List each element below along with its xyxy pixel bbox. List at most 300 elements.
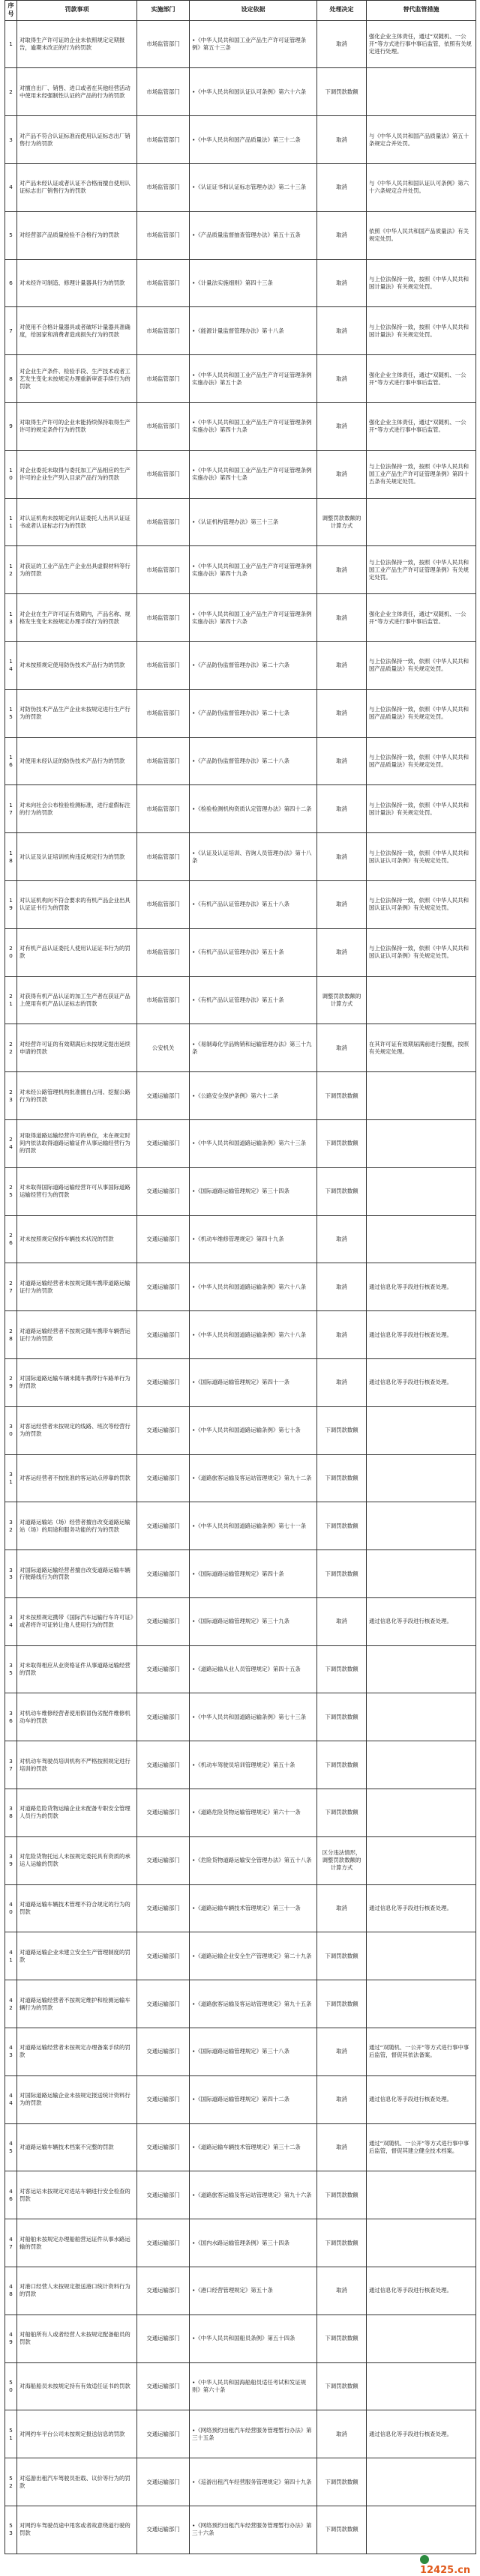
row-number: 1 <box>5 20 17 68</box>
row-measure <box>367 1406 476 1454</box>
row-dept: 交通运输部门 <box>137 1167 190 1215</box>
row-decision: 下调罚款数额 <box>317 1072 367 1120</box>
table-row <box>5 1789 476 1837</box>
row-basis: •《国际道路运输管理规定》第三十八条 <box>190 2028 317 2076</box>
header-measure: 替代监管措施 <box>367 1 476 21</box>
table-row <box>5 1215 476 1263</box>
row-item: 对道路运输站（场）经营者擅自改变道路运输站（场）的用途和服务功能的行为的罚款 <box>17 1502 137 1550</box>
row-number: 45 <box>5 2123 17 2171</box>
row-basis: •《中华人民共和国工业产品生产许可证管理条例》第五十三条 <box>190 20 317 68</box>
fines-table <box>4 0 476 2554</box>
row-number: 14 <box>5 641 17 689</box>
row-number: 8 <box>5 355 17 403</box>
row-item: 对企业生产条件、检验手段、生产技术或者工艺发生变化未按规定办理重新审查手续行为的罚款 <box>17 355 137 403</box>
row-number: 17 <box>5 785 17 833</box>
row-item: 对未按照规定携带《国际汽车运输行车许可证》或者将许可证转让他人使用行为的罚款 <box>17 1597 137 1645</box>
row-basis: •《中华人民共和国工业产品生产许可证管理条例实施办法》第四十九条 <box>190 402 317 450</box>
row-number: 40 <box>5 1884 17 1932</box>
row-number: 35 <box>5 1645 17 1693</box>
header-basis: 设定依据 <box>190 1 317 21</box>
row-basis: •《国内水路运输管理条例》第三十四条 <box>190 2219 317 2267</box>
row-decision: 下调罚款数额 <box>317 1454 367 1502</box>
row-dept: 市场监管部门 <box>137 211 190 259</box>
row-item: 对国际道路运输经营者擅自改变道路运输车辆行驶路线行为的罚款 <box>17 1550 137 1598</box>
row-decision: 取消 <box>317 2267 367 2315</box>
row-number: 12 <box>5 546 17 594</box>
row-dept: 市场监管部门 <box>137 450 190 498</box>
row-dept: 交通运输部门 <box>137 2075 190 2123</box>
row-dept: 交通运输部门 <box>137 1932 190 1980</box>
row-number: 25 <box>5 1167 17 1215</box>
row-item: 对有机产品认证委托人使用认证证书行为的罚款 <box>17 928 137 976</box>
table-row <box>5 1884 476 1932</box>
table-row <box>5 355 476 403</box>
row-dept: 交通运输部门 <box>137 1263 190 1311</box>
row-basis: •《认证证书和认证标志管理办法》第二十三条 <box>190 163 317 211</box>
row-dept: 市场监管部门 <box>137 594 190 642</box>
row-basis: •《网络预约出租汽车经营服务管理暂行办法》第三十五条 <box>190 2410 317 2458</box>
row-measure: 与上位法保持一致，按照《中华人民共和国计量法》有关规定处罚。 <box>367 307 476 355</box>
row-basis: •《网络预约出租汽车经营服务管理暂行办法》第三十六条 <box>190 2506 317 2554</box>
row-number: 28 <box>5 1311 17 1359</box>
row-basis: •《道路运输企业安全生产管理规定》第二十九条 <box>190 1932 317 1980</box>
row-item: 对未向社会公布检验检测标准，进行虚假标注的行为的罚款 <box>17 785 137 833</box>
table-row <box>5 1454 476 1502</box>
row-number: 41 <box>5 1932 17 1980</box>
row-measure <box>367 498 476 546</box>
row-basis: •《危险货物道路运输安全管理办法》第五十八条 <box>190 1836 317 1884</box>
row-dept: 市场监管部门 <box>137 402 190 450</box>
row-basis: •《机动车维修管理规定》第四十九条 <box>190 1215 317 1263</box>
table-row <box>5 641 476 689</box>
row-decision: 取消 <box>317 1311 367 1359</box>
row-measure <box>367 1072 476 1120</box>
row-decision: 下调罚款数额 <box>317 1932 367 1980</box>
row-number: 6 <box>5 259 17 307</box>
table-row <box>5 2075 476 2123</box>
row-number: 43 <box>5 2028 17 2076</box>
row-decision: 取消 <box>317 928 367 976</box>
row-number: 30 <box>5 1406 17 1454</box>
row-number: 52 <box>5 2458 17 2506</box>
header-dept: 实施部门 <box>137 1 190 21</box>
row-measure: 强化企业主体责任，通过“双随机、一公开”等方式进行事中事后监管。 <box>367 594 476 642</box>
row-item: 对未取得国际道路运输经营许可从事国际道路运输经营行为的罚款 <box>17 1167 137 1215</box>
table-row <box>5 880 476 928</box>
row-basis: •《巡游出租汽车经营服务管理规定》第四十九条 <box>190 2458 317 2506</box>
row-dept: 交通运输部门 <box>137 2123 190 2171</box>
row-number: 21 <box>5 976 17 1024</box>
row-item: 对认证及认证培训机构违反规定行为的罚款 <box>17 833 137 881</box>
row-number: 37 <box>5 1741 17 1789</box>
row-measure <box>367 1789 476 1837</box>
table-row <box>5 546 476 594</box>
row-dept: 交通运输部门 <box>137 1597 190 1645</box>
row-item: 对使用不合格计量器具或者破坏计量器具准确度，给国家和消费者造成损失行为的罚款 <box>17 307 137 355</box>
row-item: 对道路运输车辆技术档案不完整的罚款 <box>17 2123 137 2171</box>
row-basis: •《道路运输车辆技术管理规定》第三十一条 <box>190 1884 317 1932</box>
table-row <box>5 1119 476 1167</box>
row-basis: •《中华人民共和国产品质量法》第三十二条 <box>190 116 317 164</box>
row-measure <box>367 2219 476 2267</box>
row-decision: 下调罚款数额 <box>317 1741 367 1789</box>
row-decision: 下调罚款数额 <box>317 2315 367 2362</box>
row-decision: 取消 <box>317 594 367 642</box>
row-item: 对网约车平台公司未按规定报送信息的罚款 <box>17 2410 137 2458</box>
row-dept: 市场监管部门 <box>137 163 190 211</box>
row-decision: 取消 <box>317 1884 367 1932</box>
row-dept: 市场监管部门 <box>137 976 190 1024</box>
row-dept: 交通运输部门 <box>137 1789 190 1837</box>
row-measure: 通过信息化等手段进行核查处理。 <box>367 2410 476 2458</box>
row-number: 3 <box>5 116 17 164</box>
row-measure: 强化企业主体责任，通过“双随机、一公开”等方式进行事中事后监管，依照有关规定进行处理。 <box>367 20 476 68</box>
row-item: 对产品不符合认证标准而使用认证标志出厂销售行为的罚款 <box>17 116 137 164</box>
row-basis: •《中华人民共和国道路运输条例》第六十八条 <box>190 1263 317 1311</box>
row-item: 对产品未经认证或者认证不合格而擅自使用认证标志出厂销售行为的罚款 <box>17 163 137 211</box>
table-row <box>5 211 476 259</box>
table-row <box>5 1263 476 1311</box>
row-basis: •《易制毒化学品购销和运输管理办法》第三十九条 <box>190 1024 317 1072</box>
row-basis: •《道路运输车辆技术管理规定》第三十二条 <box>190 2123 317 2171</box>
table-body <box>5 20 476 2554</box>
row-basis: •《道路运输从业人员管理规定》第四十五条 <box>190 1645 317 1693</box>
row-number: 15 <box>5 689 17 737</box>
row-decision: 取消 <box>317 2123 367 2171</box>
row-dept: 交通运输部门 <box>137 1645 190 1693</box>
row-dept: 市场监管部门 <box>137 641 190 689</box>
table-header-row <box>5 1 476 21</box>
row-item: 对企业在生产许可证有效期内，产品名称、规格发生变化未按规定办理手续行为的罚款 <box>17 594 137 642</box>
row-item: 对客运经营者未按规定的线路、班次等经营行为的罚款 <box>17 1406 137 1454</box>
row-basis: •《港口经营管理规定》第五十条 <box>190 2267 317 2315</box>
row-decision: 取消 <box>317 2028 367 2076</box>
row-measure <box>367 2315 476 2362</box>
row-basis: •《产品质量监督抽查管理办法》第五十五条 <box>190 211 317 259</box>
row-measure: 通过信息化等手段进行核查处理。 <box>367 1311 476 1359</box>
row-measure: 与上位法保持一致，依照《中华人民共和国产品质量法》有关规定处罚。 <box>367 689 476 737</box>
row-measure <box>367 976 476 1024</box>
row-basis: •《有机产品认证管理办法》第五十条 <box>190 928 317 976</box>
row-item: 对船舶所有人或者经营人未按规定配备船员的罚款 <box>17 2315 137 2362</box>
site-logo-icon <box>420 2555 429 2564</box>
row-dept: 交通运输部门 <box>137 2362 190 2410</box>
row-measure: 与上位法保持一致，按照《中华人民共和国工业产品生产许可证管理条例》有关规定处罚。 <box>367 546 476 594</box>
row-dept: 交通运输部门 <box>137 2267 190 2315</box>
row-decision: 下调罚款数额 <box>317 1406 367 1454</box>
table-row <box>5 1502 476 1550</box>
row-dept: 市场监管部门 <box>137 116 190 164</box>
row-dept: 交通运输部门 <box>137 2506 190 2554</box>
row-measure: 与《中华人民共和国认证认可条例》第六十六条规定合并处罚。 <box>367 163 476 211</box>
row-decision: 下调罚款数额 <box>317 68 367 116</box>
row-decision: 取消 <box>317 211 367 259</box>
row-number: 38 <box>5 1789 17 1837</box>
row-dept: 交通运输部门 <box>137 1406 190 1454</box>
row-measure: 通过信息化等手段进行核查处理。 <box>367 1358 476 1406</box>
row-decision: 取消 <box>317 1358 367 1406</box>
row-item: 对未经公路管理机构批准擅自占用、挖掘公路行为的罚款 <box>17 1072 137 1120</box>
row-decision: 取消 <box>317 641 367 689</box>
row-dept: 交通运输部门 <box>137 2315 190 2362</box>
row-decision: 调整罚款数额的计算方式 <box>317 976 367 1024</box>
row-measure: 与上位法保持一致，依照《中华人民共和国产品质量法》有关规定处罚。 <box>367 641 476 689</box>
row-measure: 与《中华人民共和国产品质量法》第五十条规定合并处罚。 <box>367 116 476 164</box>
row-item: 对认证机构向不符合要求的有机产品企业出具认证证书行为的罚款 <box>17 880 137 928</box>
row-basis: •《有机产品认证管理办法》第五十八条 <box>190 880 317 928</box>
row-dept: 市场监管部门 <box>137 833 190 881</box>
row-number: 13 <box>5 594 17 642</box>
row-basis: •《认证机构管理办法》第三十三条 <box>190 498 317 546</box>
row-measure <box>367 1693 476 1741</box>
row-measure <box>367 1645 476 1693</box>
row-number: 53 <box>5 2506 17 2554</box>
row-measure <box>367 2506 476 2554</box>
row-measure <box>367 1980 476 2028</box>
row-basis: •《中华人民共和国认证认可条例》第六十六条 <box>190 68 317 116</box>
table-row <box>5 928 476 976</box>
header-item: 罚款事项 <box>17 1 137 21</box>
site-watermark <box>420 2554 480 2576</box>
row-measure: 通过信息化等手段进行核查处理。 <box>367 1597 476 1645</box>
row-decision: 取消 <box>317 546 367 594</box>
row-dept: 交通运输部门 <box>137 1358 190 1406</box>
row-measure: 与上位法保持一致，依照《中华人民共和国产品质量法》有关规定处罚。 <box>367 737 476 785</box>
row-decision: 下调罚款数额 <box>317 2506 367 2554</box>
table-row <box>5 1597 476 1645</box>
table-row <box>5 20 476 68</box>
row-item: 对国际道路运输车辆未随车携带行车路单行为的罚款 <box>17 1358 137 1406</box>
row-measure: 与上位法保持一致，依照《中华人民共和国认证认可条例》有关规定处罚。 <box>367 833 476 881</box>
row-decision: 下调罚款数额 <box>317 2219 367 2267</box>
page <box>4 0 476 2554</box>
row-number: 49 <box>5 2315 17 2362</box>
row-dept: 市场监管部门 <box>137 880 190 928</box>
table-row <box>5 2458 476 2506</box>
row-decision: 取消 <box>317 259 367 307</box>
row-basis: •《中华人民共和国道路运输条例》第七十三条 <box>190 1693 317 1741</box>
row-basis: •《产品防伪监督管理办法》第二十七条 <box>190 689 317 737</box>
table-row <box>5 116 476 164</box>
row-measure: 与上位法保持一致，依照《中华人民共和国认证认可条例》有关规定处罚。 <box>367 928 476 976</box>
row-dept: 交通运输部门 <box>137 2219 190 2267</box>
row-number: 24 <box>5 1119 17 1167</box>
row-item: 对道路运输企业未建立安全生产管理制度的罚款 <box>17 1932 137 1980</box>
row-number: 23 <box>5 1072 17 1120</box>
row-dept: 交通运输部门 <box>137 1741 190 1789</box>
row-decision: 下调罚款数额 <box>317 1693 367 1741</box>
row-number: 10 <box>5 450 17 498</box>
table-row <box>5 2267 476 2315</box>
row-number: 50 <box>5 2362 17 2410</box>
row-basis: •《中华人民共和国道路运输条例》第七十一条 <box>190 1502 317 1550</box>
table-row <box>5 2219 476 2267</box>
row-basis: •《产品防伪监督管理办法》第二十八条 <box>190 737 317 785</box>
row-dept: 交通运输部门 <box>137 1072 190 1120</box>
row-item: 对海船船员未按规定持有有效适任证书的罚款 <box>17 2362 137 2410</box>
row-number: 18 <box>5 833 17 881</box>
row-decision: 下调罚款数额 <box>317 1119 367 1167</box>
table-row <box>5 498 476 546</box>
row-measure: 与上位法保持一致，按照《中华人民共和国计量法》有关规定处罚。 <box>367 259 476 307</box>
row-number: 33 <box>5 1550 17 1598</box>
row-measure: 通过信息化等手段进行核查处理。 <box>367 1263 476 1311</box>
row-measure: 通过信息化等手段进行核查处理。 <box>367 1884 476 1932</box>
row-measure: 在其许可证有效期届满前进行提醒，按照有关规定处理。 <box>367 1024 476 1072</box>
header-no: 序号 <box>5 1 17 21</box>
row-measure: 通过信息化等手段进行核查处理。 <box>367 2267 476 2315</box>
row-decision: 下调罚款数额 <box>317 1550 367 1598</box>
row-dept: 市场监管部门 <box>137 498 190 546</box>
row-basis: •《道路旅客运输及客运站管理规定》第九十六条 <box>190 2171 317 2219</box>
row-number: 4 <box>5 163 17 211</box>
table-row <box>5 976 476 1024</box>
row-item: 对危险货物托运人未按规定委托具有资质的承运人运输的罚款 <box>17 1836 137 1884</box>
row-dept: 交通运输部门 <box>137 1502 190 1550</box>
row-measure: 依照《中华人民共和国产品质量法》有关规定处罚。 <box>367 211 476 259</box>
row-measure: 与上位法保持一致，依照《中华人民共和国计量法》有关规定处罚。 <box>367 785 476 833</box>
row-number: 29 <box>5 1358 17 1406</box>
row-decision: 取消 <box>317 116 367 164</box>
row-number: 11 <box>5 498 17 546</box>
row-dept: 交通运输部门 <box>137 1550 190 1598</box>
row-decision: 取消 <box>317 2410 367 2458</box>
row-measure <box>367 2171 476 2219</box>
row-number: 27 <box>5 1263 17 1311</box>
table-row <box>5 1072 476 1120</box>
row-decision: 下调罚款数额 <box>317 1789 367 1837</box>
row-number: 47 <box>5 2219 17 2267</box>
table-row <box>5 1836 476 1884</box>
row-basis: •《中华人民共和国船员条例》第五十四条 <box>190 2315 317 2362</box>
row-item: 对企业委托未取得与委托加工产品相应的生产许可的企业生产列入目录产品行为的罚款 <box>17 450 137 498</box>
table-row <box>5 450 476 498</box>
table-row <box>5 307 476 355</box>
row-basis: •《能源计量监督管理办法》第十八条 <box>190 307 317 355</box>
row-number: 46 <box>5 2171 17 2219</box>
row-dept: 交通运输部门 <box>137 1836 190 1884</box>
row-number: 22 <box>5 1024 17 1072</box>
row-basis: •《机动车驾驶员培训管理规定》第五十条 <box>190 1741 317 1789</box>
row-measure <box>367 1550 476 1598</box>
row-item: 对国际道路运输企业未按规定报送统计资料行为的罚款 <box>17 2075 137 2123</box>
table-row <box>5 2028 476 2076</box>
row-decision: 取消 <box>317 880 367 928</box>
row-dept: 交通运输部门 <box>137 2410 190 2458</box>
row-number: 2 <box>5 68 17 116</box>
row-dept: 交通运输部门 <box>137 1454 190 1502</box>
row-measure <box>367 1454 476 1502</box>
row-item: 对取得生产许可证的企业未依照规定定期报告，逾期未改正的行为的罚款 <box>17 20 137 68</box>
table-row <box>5 1980 476 2028</box>
row-number: 51 <box>5 2410 17 2458</box>
row-decision: 取消 <box>317 1263 367 1311</box>
row-item: 对未按照规定保持车辆技术状况的罚款 <box>17 1215 137 1263</box>
row-dept: 市场监管部门 <box>137 689 190 737</box>
row-measure: 通过“双随机、一公开”等方式进行事中事后监管，督促其依法备案。 <box>367 2028 476 2076</box>
table-row <box>5 2362 476 2410</box>
row-decision: 取消 <box>317 1215 367 1263</box>
row-dept: 交通运输部门 <box>137 2458 190 2506</box>
row-measure <box>367 1502 476 1550</box>
row-item: 对取得生产许可的企业未能持续保持取得生产许可的规定条件行为的罚款 <box>17 402 137 450</box>
row-item: 对获得有机产品认证的加工生产者在获证产品上使用有机产品认证标志的罚款 <box>17 976 137 1024</box>
row-item: 对未经许可制造、修理计量器具行为的罚款 <box>17 259 137 307</box>
row-decision: 下调罚款数额 <box>317 2362 367 2410</box>
row-basis: •《中华人民共和国道路运输条例》第六十三条 <box>190 1119 317 1167</box>
row-measure <box>367 1836 476 1884</box>
row-measure <box>367 2362 476 2410</box>
row-decision: 下调罚款数额 <box>317 2458 367 2506</box>
row-dept: 市场监管部门 <box>137 307 190 355</box>
table-row <box>5 1932 476 1980</box>
row-item: 对取得道路运输经营许可的单位，未在规定时间内依法取得道路运输证件从事运输经营行为的罚款 <box>17 1119 137 1167</box>
row-decision: 取消 <box>317 20 367 68</box>
row-item: 对使用未经认证的防伪技术产品行为的罚款 <box>17 737 137 785</box>
table-row <box>5 2506 476 2554</box>
row-decision: 取消 <box>317 1597 367 1645</box>
row-decision: 下调罚款数额 <box>317 1167 367 1215</box>
row-number: 31 <box>5 1454 17 1502</box>
row-measure: 通过“双随机、一公开”等方式进行事中事后监管，督促其建立健全技术档案。 <box>367 2123 476 2171</box>
row-item: 对获证的工业产品生产企业出具虚假材料等行为的罚款 <box>17 546 137 594</box>
table-row <box>5 1741 476 1789</box>
row-number: 19 <box>5 880 17 928</box>
row-basis: •《中华人民共和国工业产品生产许可证管理条例实施办法》第四十七条 <box>190 450 317 498</box>
row-basis: •《国际道路运输管理规定》第四十二条 <box>190 2075 317 2123</box>
table-row <box>5 785 476 833</box>
row-basis: •《有机产品认证管理办法》第五十条 <box>190 976 317 1024</box>
row-number: 16 <box>5 737 17 785</box>
row-item: 对客运站未按规定对进站车辆进行安全检查的罚款 <box>17 2171 137 2219</box>
table-row <box>5 1645 476 1693</box>
row-measure: 强化企业主体责任，通过“双随机、一公开”等方式进行事中事后监管。 <box>367 355 476 403</box>
row-basis: •《中华人民共和国道路运输条例》第六十八条 <box>190 1311 317 1359</box>
row-decision: 取消 <box>317 785 367 833</box>
row-item: 对经营部产品质量检验不合格行为的罚款 <box>17 211 137 259</box>
row-basis: •《中华人民共和国海船船员适任考试和发证规则》第六十条 <box>190 2362 317 2410</box>
row-dept: 市场监管部门 <box>137 355 190 403</box>
row-basis: •《计量法实施细则》第四十三条 <box>190 259 317 307</box>
row-basis: •《检验检测机构资质认定管理办法》第四十二条 <box>190 785 317 833</box>
watermark-text: 12425.cn <box>420 2565 471 2576</box>
row-item: 对未按照规定使用防伪技术产品行为的罚款 <box>17 641 137 689</box>
row-item: 对未取得相应从业资格证件从事道路运输经营的罚款 <box>17 1645 137 1693</box>
table-row <box>5 259 476 307</box>
row-dept: 市场监管部门 <box>137 259 190 307</box>
table-row <box>5 737 476 785</box>
row-item: 对道路运输经营者不按规定维护和检测运输车辆行为的罚款 <box>17 1980 137 2028</box>
row-measure <box>367 2458 476 2506</box>
table-row <box>5 2123 476 2171</box>
row-basis: •《中华人民共和国道路运输条例》第七十条 <box>190 1406 317 1454</box>
row-item: 对擅自出厂、销售、进口或者在其他经营活动中使用未经强制性认证的产品的行为的罚款 <box>17 68 137 116</box>
table-row <box>5 402 476 450</box>
row-item: 对巡游出租汽车驾驶员拒载、议价等行为的罚款 <box>17 2458 137 2506</box>
row-item: 对经营许可证的有效期满后未按规定提出延续申请的罚款 <box>17 1024 137 1072</box>
table-row <box>5 1167 476 1215</box>
table-row <box>5 2410 476 2458</box>
table-row <box>5 2171 476 2219</box>
row-decision: 取消 <box>317 2075 367 2123</box>
row-measure: 强化企业主体责任，通过“双随机、一公开”等方式进行事中事后监管。 <box>367 402 476 450</box>
table-row <box>5 163 476 211</box>
row-item: 对道路危险货物运输企业未配备专职安全管理人员行为的罚款 <box>17 1789 137 1837</box>
row-decision: 区分违法情形，调整罚款数额的计算方式 <box>317 1836 367 1884</box>
row-number: 34 <box>5 1597 17 1645</box>
row-decision: 取消 <box>317 402 367 450</box>
row-decision: 取消 <box>317 833 367 881</box>
